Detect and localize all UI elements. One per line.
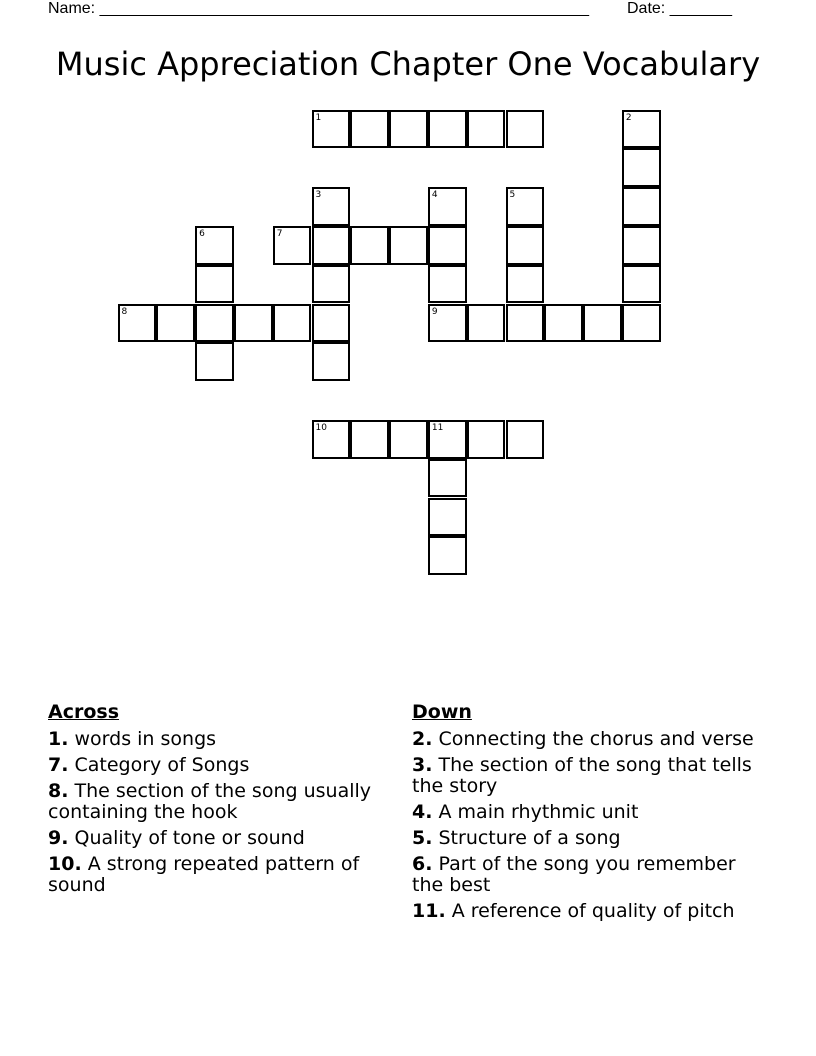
cell-number: 6	[199, 228, 205, 239]
clue-number: 4.	[412, 801, 433, 823]
down-clue	[412, 802, 772, 823]
across-clue	[48, 755, 388, 776]
crossword-cell[interactable]	[350, 420, 389, 459]
name-field: Name: _______________________________________________________	[48, 0, 589, 17]
crossword-cell[interactable]	[622, 187, 661, 226]
across-heading: Across	[48, 701, 120, 723]
crossword-cell[interactable]	[544, 304, 583, 343]
clue-text: The section of the song that tells the story	[412, 754, 752, 797]
across-clue	[48, 729, 388, 750]
down-clue	[412, 755, 772, 797]
cell-number: 7	[276, 228, 283, 239]
cell-number: 1	[315, 112, 322, 123]
crossword-cell[interactable]	[506, 265, 545, 304]
crossword-cell[interactable]	[350, 110, 389, 149]
clue-text: A strong repeated pattern of sound	[48, 853, 360, 896]
crossword-cell[interactable]	[622, 226, 661, 265]
crossword-cell[interactable]	[428, 265, 467, 304]
crossword-cell[interactable]	[506, 304, 545, 343]
crossword-cell[interactable]	[506, 226, 545, 265]
crossword-cell[interactable]	[428, 226, 467, 265]
down-clue	[412, 729, 772, 750]
crossword-cell[interactable]	[273, 226, 312, 265]
crossword-cell[interactable]	[622, 304, 661, 343]
crossword-cell[interactable]	[506, 420, 545, 459]
crossword-cell[interactable]	[428, 187, 467, 226]
crossword-cell[interactable]	[389, 110, 428, 149]
across-clues	[48, 702, 388, 901]
crossword-cell[interactable]	[312, 265, 351, 304]
cell-number: 2	[625, 112, 632, 123]
clue-number: 5.	[412, 827, 433, 849]
crossword-cell[interactable]	[583, 304, 622, 343]
clue-number: 9.	[48, 827, 69, 849]
cell-number: 8	[121, 306, 128, 317]
across-clue	[48, 854, 388, 896]
cell-number: 4	[431, 190, 438, 201]
crossword-cell[interactable]	[195, 226, 234, 265]
across-clue	[48, 781, 388, 823]
down-heading: Down	[412, 701, 472, 723]
crossword-cell[interactable]	[622, 148, 661, 187]
crossword-cell[interactable]	[467, 110, 506, 149]
crossword-cell[interactable]	[312, 110, 351, 149]
crossword-cell[interactable]	[428, 536, 467, 575]
crossword-cell[interactable]	[506, 110, 545, 149]
clue-number: 1.	[48, 728, 69, 750]
crossword-cell[interactable]	[389, 420, 428, 459]
clue-text: A main rhythmic unit	[438, 801, 639, 823]
crossword-cell[interactable]	[312, 226, 351, 265]
crossword-cell[interactable]	[312, 304, 351, 343]
clue-text: The section of the song usually containing the hook	[48, 780, 372, 823]
crossword-cell[interactable]	[467, 304, 506, 343]
page-title: Music Appreciation Chapter One Vocabulary	[55, 45, 761, 83]
crossword-cell[interactable]	[428, 420, 467, 459]
clue-text: Category of Songs	[74, 754, 250, 776]
crossword-cell[interactable]	[273, 304, 312, 343]
clue-number: 11.	[412, 900, 446, 922]
clue-number: 6.	[412, 853, 433, 875]
crossword-cell[interactable]	[195, 265, 234, 304]
clue-text: A reference of quality of pitch	[451, 900, 735, 922]
crossword-cell[interactable]	[234, 304, 273, 343]
clue-number: 8.	[48, 780, 69, 802]
crossword-cell[interactable]	[118, 304, 157, 343]
clue-number: 7.	[48, 754, 69, 776]
crossword-cell[interactable]	[195, 342, 234, 381]
down-clues	[412, 702, 772, 927]
crossword-cell[interactable]	[428, 304, 467, 343]
clue-text: Quality of tone or sound	[74, 827, 305, 849]
down-clue	[412, 828, 772, 849]
crossword-cell[interactable]	[195, 304, 234, 343]
clue-number: 2.	[412, 728, 433, 750]
crossword-cell[interactable]	[156, 304, 195, 343]
crossword-cell[interactable]	[312, 342, 351, 381]
down-clue	[412, 901, 772, 922]
cell-number: 10	[315, 422, 327, 433]
clue-text: Part of the song you remember the best	[412, 853, 736, 896]
crossword-cell[interactable]	[428, 498, 467, 537]
crossword-cell[interactable]	[389, 226, 428, 265]
crossword-cell[interactable]	[622, 110, 661, 149]
cell-number: 9	[431, 306, 438, 317]
crossword-cell[interactable]	[467, 420, 506, 459]
crossword-cell[interactable]	[428, 110, 467, 149]
clue-text: Connecting the chorus and verse	[438, 728, 754, 750]
clue-number: 10.	[48, 853, 82, 875]
crossword-cell[interactable]	[622, 265, 661, 304]
across-clue	[48, 828, 388, 849]
crossword-cell[interactable]	[312, 187, 351, 226]
date-field: Date: _______	[627, 0, 732, 17]
crossword-cell[interactable]	[428, 459, 467, 498]
crossword-cell[interactable]	[312, 420, 351, 459]
crossword-cell[interactable]	[350, 226, 389, 265]
crossword-cell[interactable]	[506, 187, 545, 226]
clue-text: Structure of a song	[438, 827, 621, 849]
cell-number: 11	[431, 422, 444, 433]
clue-text: words in songs	[74, 728, 217, 750]
cell-number: 3	[315, 190, 322, 201]
cell-number: 5	[509, 190, 516, 201]
clue-number: 3.	[412, 754, 433, 776]
down-clue	[412, 854, 772, 896]
